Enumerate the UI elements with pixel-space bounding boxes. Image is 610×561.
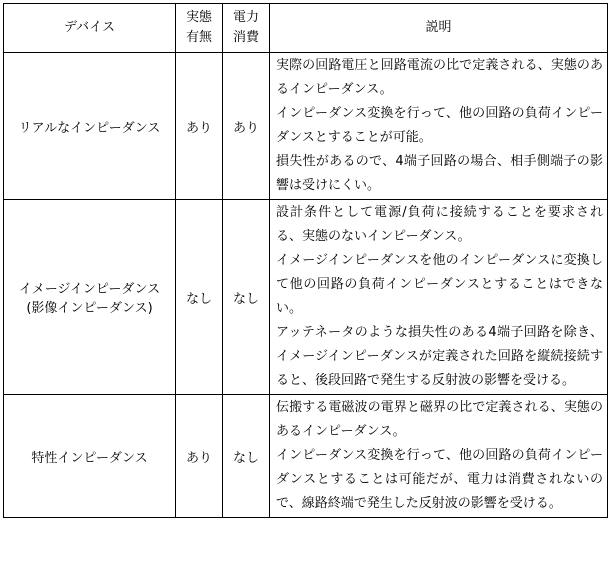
device-name-line: イメージインピーダンス: [18, 282, 161, 297]
existence-value: あり: [176, 53, 223, 200]
power-value: あり: [223, 53, 270, 200]
header-existence-line: 有無: [185, 30, 212, 45]
device-name: [4, 200, 176, 395]
device-name-line: 特性インピーダンス: [31, 450, 148, 466]
header-power-line: 消費: [232, 30, 259, 45]
description-paragraph: インピーダンス変換を行って、他の回路の負荷インピーダンスとすることが可能。: [276, 106, 603, 145]
device-name: [4, 395, 176, 518]
header-device: デバイス: [4, 4, 176, 53]
device-name-line: (影像インピーダンス): [26, 301, 153, 316]
header-existence-line: 実態: [185, 10, 212, 25]
description-paragraph: 設計条件として電源/負荷に接続することを要求される、実態のないインピーダンス。: [276, 205, 603, 244]
description-cell: [270, 395, 608, 518]
table-row-real-impedance: [4, 53, 608, 200]
header-description: 説明: [270, 4, 608, 53]
header-row: [4, 4, 608, 53]
device-name: [4, 53, 176, 200]
description-paragraph: イメージインピーダンスを他のインピーダンスに変換して他の回路の負荷インピーダンスとすることはできない。: [276, 253, 603, 316]
power-value: なし: [223, 395, 270, 518]
table-row-characteristic-impedance: [4, 395, 608, 518]
header-power: [223, 4, 270, 53]
header-power-line: 電力: [232, 10, 259, 25]
description-paragraph: アッテネータのような損失性のある4端子回路を除き、イメージインピーダンスが定義された回路を縦続接続すると、後段回路で発生する反射波の影響を受ける。: [276, 325, 603, 388]
description-paragraph: 損失性があるので、4端子回路の場合、相手側端子の影響は受けにくい。: [276, 154, 603, 193]
table-row-image-impedance: [4, 200, 608, 395]
description-paragraph: 伝搬する電磁波の電界と磁界の比で定義される、実態のあるインピーダンス。: [276, 400, 603, 439]
existence-value: あり: [176, 395, 223, 518]
existence-value: なし: [176, 200, 223, 395]
description-paragraph: インピーダンス変換を行って、他の回路の負荷インピーダンスとすることは可能だが、電力は消費されないので、線路終端で発生した反射波の影響を受ける。: [276, 448, 603, 511]
power-value: なし: [223, 200, 270, 395]
impedance-comparison-table: [3, 3, 608, 518]
device-name-line: リアルなインピーダンス: [18, 120, 161, 136]
description-paragraph: 実際の回路電圧と回路電流の比で定義される、実態のあるインピーダンス。: [276, 58, 603, 97]
description-cell: [270, 53, 608, 200]
header-existence: [176, 4, 223, 53]
description-cell: [270, 200, 608, 395]
